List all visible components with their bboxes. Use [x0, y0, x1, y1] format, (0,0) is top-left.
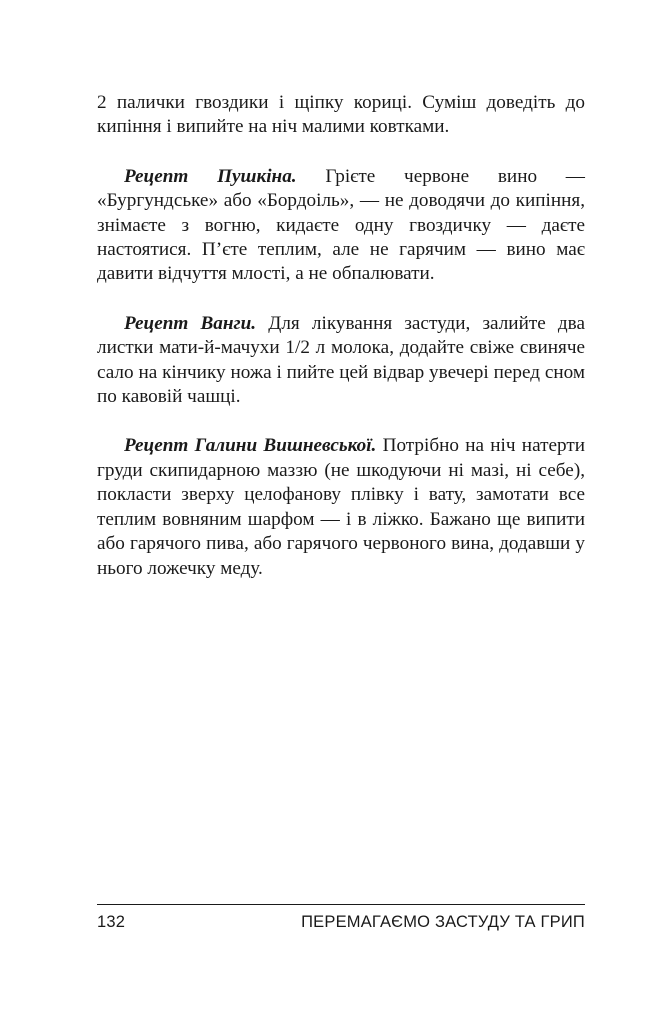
recipe-text: Для лікування застуди, залийте два листки мати-й-мачухи 1/2 л молока, додайте свіже свиняче сало на кінчику ножа і пийте цей відвар увечері перед сном по кавовій чашці.: [97, 312, 585, 408]
page-footer: [97, 912, 585, 932]
page-body: [97, 91, 585, 581]
running-title: ПЕРЕМАГАЄМО ЗАСТУДУ ТА ГРИП: [301, 913, 585, 931]
recipe-vyshnevska: [97, 434, 585, 580]
intro-paragraph: 2 палички гвоздики і щіпку кориці. Суміш доведіть до кипіння і випийте на ніч малими ковтками.: [97, 92, 585, 138]
recipe-text: Грієте червоне вино — «Бургундське» або «Бордоіль», — не доводячи до кипіння, знімаєте з вогню, кидаєте одну гвоздичку — даєте настоятися. П’єте теплим, але не гарячим — вино має давити відчуття млості, а не обпалювати.: [97, 165, 585, 285]
recipe-vanga: [97, 312, 585, 410]
recipe-title: Рецепт Ванги.: [124, 312, 257, 334]
recipe-pushkin: [97, 165, 585, 287]
recipe-text: Потрібно на ніч натерти груди скипидарною маззю (не шкодуючи ні мазі, ні себе), покласти зверху целофанову плівку і вату, замотати все теплим вовняним шарфом — і в ліжко. Бажано ще випити або гарячого пива, або гарячого червоного вина, додавши у нього ложечку меду.: [97, 435, 585, 579]
recipe-title: Рецепт Пушкіна.: [124, 165, 297, 187]
footer-rule: [97, 904, 585, 905]
page-number: 132: [97, 913, 126, 931]
recipe-title: Рецепт Галини Вишневської.: [124, 435, 377, 457]
